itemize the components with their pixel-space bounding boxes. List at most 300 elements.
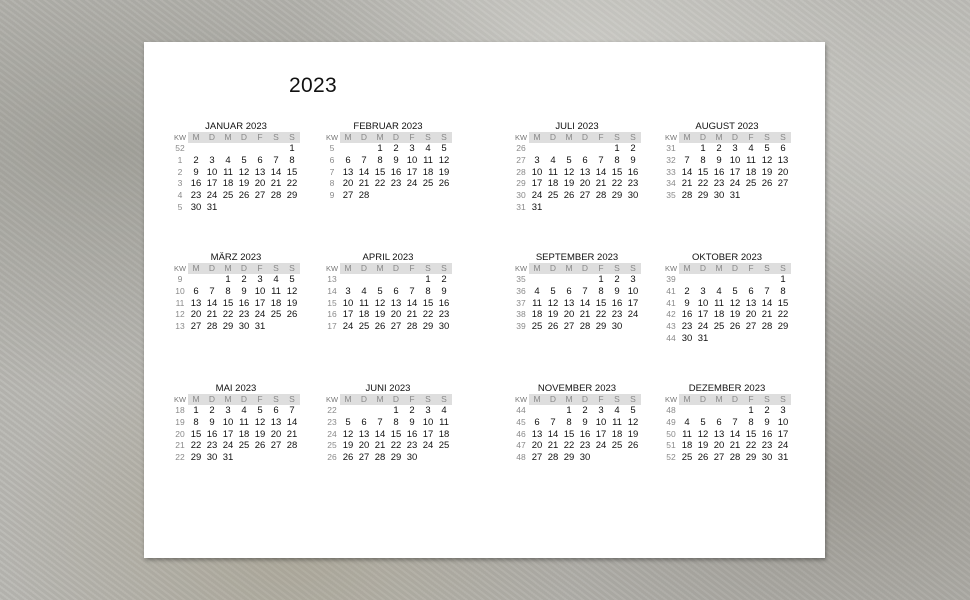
- day-cell: 25: [531, 321, 543, 333]
- kw-header: KW: [514, 395, 528, 404]
- day-cell: 29: [190, 452, 202, 464]
- weekday-label: D: [360, 394, 368, 404]
- day-cell: [284, 321, 300, 333]
- week-number: 33: [666, 166, 676, 177]
- month-block: [663, 383, 791, 464]
- day-cell: [268, 452, 284, 464]
- week-number: 51: [666, 440, 676, 451]
- week-row: [663, 286, 791, 298]
- day-cell: 28: [761, 321, 773, 333]
- day-cell: [545, 143, 561, 155]
- weekday-label: S: [614, 394, 620, 404]
- kw-header: KW: [325, 264, 339, 273]
- day-cell: 26: [438, 178, 450, 190]
- week-row: [513, 167, 641, 179]
- weekday-label: S: [630, 263, 636, 273]
- day-cell: 5: [700, 416, 706, 428]
- week-row: [513, 274, 641, 286]
- day-cell: 16: [761, 428, 773, 440]
- day-cell: 12: [729, 297, 741, 309]
- weekday-label: M: [683, 394, 691, 404]
- week-row: [324, 190, 452, 202]
- day-cell: 30: [681, 332, 693, 344]
- day-cell: 9: [630, 154, 636, 166]
- week-number: 49: [666, 416, 676, 427]
- weekday-label: M: [533, 132, 541, 142]
- day-cell: 22: [286, 178, 298, 190]
- week-row: [324, 143, 452, 155]
- week-number: 7: [329, 166, 335, 177]
- week-number: 22: [175, 452, 185, 463]
- day-cell: 18: [713, 309, 725, 321]
- day-cell: 17: [627, 297, 639, 309]
- day-cell: 28: [579, 321, 591, 333]
- day-cell: 9: [393, 154, 399, 166]
- day-cell: 12: [286, 285, 298, 297]
- day-cell: 10: [595, 416, 607, 428]
- day-cell: [625, 202, 641, 214]
- day-cell: 1: [598, 274, 604, 285]
- day-cell: 12: [254, 416, 266, 428]
- day-cell: 20: [270, 428, 282, 440]
- day-cell: 11: [423, 154, 433, 166]
- day-cell: [252, 452, 268, 464]
- week-number: 3: [177, 178, 183, 189]
- day-cell: 3: [630, 274, 636, 285]
- day-cell: [711, 405, 727, 417]
- day-cell: 30: [238, 321, 250, 333]
- day-cell: [188, 143, 204, 155]
- day-cell: 8: [748, 416, 754, 428]
- day-cell: [561, 143, 577, 155]
- week-number: 20: [175, 428, 185, 439]
- day-cell: 7: [361, 154, 367, 166]
- weekday-label: S: [289, 263, 295, 273]
- day-cell: 11: [532, 297, 542, 309]
- day-cell: 26: [254, 440, 266, 452]
- day-cell: 13: [190, 297, 202, 309]
- day-cell: 22: [190, 440, 202, 452]
- day-cell: 11: [271, 285, 281, 297]
- day-cell: 22: [745, 440, 757, 452]
- day-cell: [372, 190, 388, 202]
- day-cell: 25: [422, 178, 434, 190]
- week-row: [513, 429, 641, 441]
- day-cell: 28: [270, 190, 282, 202]
- day-cell: 6: [716, 416, 722, 428]
- week-number: 39: [516, 321, 526, 332]
- day-cell: 22: [222, 309, 234, 321]
- day-cell: 22: [595, 309, 607, 321]
- week-number: 15: [327, 297, 337, 308]
- day-cell: 24: [206, 190, 218, 202]
- day-cell: [577, 202, 593, 214]
- weekday-label: M: [344, 132, 352, 142]
- week-row: [324, 298, 452, 310]
- week-number: 29: [516, 178, 526, 189]
- day-cell: 17: [222, 428, 234, 440]
- day-cell: [252, 143, 268, 155]
- weekday-label: M: [224, 132, 232, 142]
- week-row: [513, 405, 641, 417]
- day-cell: 13: [270, 416, 282, 428]
- day-cell: 19: [238, 178, 250, 190]
- day-cell: 9: [441, 285, 447, 297]
- day-cell: [529, 405, 545, 417]
- day-cell: 12: [342, 428, 354, 440]
- day-cell: 14: [270, 166, 282, 178]
- month-title: JULI 2023: [555, 121, 599, 132]
- week-row: [172, 298, 300, 310]
- day-cell: 6: [193, 285, 199, 297]
- day-cell: [743, 333, 759, 345]
- day-cell: 10: [531, 166, 543, 178]
- day-cell: 2: [209, 405, 215, 416]
- day-cell: 20: [713, 440, 725, 452]
- week-row: [324, 286, 452, 298]
- week-row: [663, 405, 791, 417]
- week-row: [172, 178, 300, 190]
- day-cell: 18: [611, 428, 623, 440]
- weekday-header: [663, 132, 791, 143]
- month-block: [663, 252, 791, 345]
- day-cell: 7: [209, 285, 215, 297]
- day-cell: 4: [614, 405, 620, 416]
- day-cell: 28: [374, 452, 386, 464]
- day-cell: 4: [550, 154, 556, 166]
- weekday-label: M: [192, 394, 200, 404]
- day-cell: 28: [547, 452, 559, 464]
- day-cell: 5: [241, 154, 247, 166]
- day-cell: 15: [422, 297, 434, 309]
- day-cell: 7: [598, 154, 604, 166]
- weekday-header: [172, 394, 300, 405]
- day-cell: 16: [681, 309, 693, 321]
- day-cell: 21: [286, 428, 298, 440]
- weekday-label: M: [192, 132, 200, 142]
- day-cell: 3: [780, 405, 786, 416]
- day-cell: 23: [438, 309, 450, 321]
- week-row: [663, 274, 791, 286]
- day-cell: 26: [547, 321, 559, 333]
- week-row: [513, 286, 641, 298]
- day-cell: 5: [764, 143, 770, 154]
- week-row: [324, 274, 452, 286]
- day-cell: 7: [684, 154, 690, 166]
- weekday-label: M: [715, 263, 723, 273]
- day-cell: 13: [579, 166, 591, 178]
- day-cell: [284, 452, 300, 464]
- day-cell: 4: [225, 154, 231, 166]
- day-cell: 26: [761, 178, 773, 190]
- weekday-label: D: [208, 394, 216, 404]
- day-cell: 23: [681, 321, 693, 333]
- week-number: 34: [666, 178, 676, 189]
- week-row: [172, 405, 300, 417]
- day-cell: 28: [595, 190, 607, 202]
- day-cell: 3: [732, 143, 738, 154]
- weekday-label: M: [376, 132, 384, 142]
- day-cell: 12: [438, 154, 450, 166]
- day-cell: 4: [441, 405, 447, 416]
- day-cell: 27: [254, 190, 266, 202]
- day-cell: 7: [550, 416, 556, 428]
- weekday-label: M: [565, 394, 573, 404]
- day-cell: 31: [729, 190, 741, 202]
- day-cell: 25: [222, 190, 234, 202]
- day-cell: 10: [627, 285, 639, 297]
- kw-header: KW: [664, 395, 678, 404]
- day-cell: 11: [682, 428, 692, 440]
- week-number: 2: [177, 166, 183, 177]
- day-cell: 30: [579, 452, 591, 464]
- day-cell: [625, 321, 641, 333]
- day-cell: 1: [393, 405, 399, 416]
- day-cell: 1: [377, 143, 383, 154]
- week-row: [663, 440, 791, 452]
- day-cell: 29: [563, 452, 575, 464]
- week-number: 44: [516, 405, 526, 415]
- weekday-label: D: [731, 394, 739, 404]
- day-cell: 16: [238, 297, 250, 309]
- day-cell: 20: [531, 440, 543, 452]
- day-cell: 6: [393, 285, 399, 297]
- week-number: 42: [666, 309, 676, 320]
- day-cell: 14: [595, 166, 607, 178]
- day-cell: 15: [390, 428, 402, 440]
- day-cell: [775, 333, 791, 345]
- day-cell: 14: [206, 297, 218, 309]
- day-cell: [268, 321, 284, 333]
- week-number: 26: [516, 143, 526, 153]
- weekday-label: D: [360, 263, 368, 273]
- weekday-label: D: [392, 132, 400, 142]
- week-number: 52: [175, 143, 185, 153]
- day-cell: 27: [713, 452, 725, 464]
- week-row: [663, 309, 791, 321]
- day-cell: [727, 274, 743, 286]
- weekday-label: S: [289, 132, 295, 142]
- day-cell: 25: [270, 309, 282, 321]
- weekday-label: M: [376, 394, 384, 404]
- day-cell: [561, 274, 577, 286]
- weekday-label: M: [344, 263, 352, 273]
- day-cell: [236, 202, 252, 214]
- week-number: 48: [666, 405, 676, 415]
- day-cell: 4: [684, 416, 690, 428]
- day-cell: 22: [563, 440, 575, 452]
- day-cell: 22: [697, 178, 709, 190]
- day-cell: 28: [406, 321, 418, 333]
- weekday-label: S: [764, 263, 770, 273]
- day-cell: 14: [406, 297, 418, 309]
- day-cell: 7: [582, 285, 588, 297]
- day-cell: 31: [222, 452, 234, 464]
- day-cell: 29: [611, 190, 623, 202]
- day-cell: 30: [627, 190, 639, 202]
- day-cell: 20: [358, 440, 370, 452]
- day-cell: 21: [270, 178, 282, 190]
- day-cell: [188, 274, 204, 286]
- day-cell: [436, 190, 452, 202]
- day-cell: 23: [238, 309, 250, 321]
- week-number: 31: [666, 143, 676, 153]
- day-cell: [545, 274, 561, 286]
- day-cell: 6: [780, 143, 786, 154]
- day-cell: [727, 333, 743, 345]
- day-cell: [759, 274, 775, 286]
- day-cell: 28: [681, 190, 693, 202]
- day-cell: 27: [190, 321, 202, 333]
- day-cell: 29: [422, 321, 434, 333]
- kw-header: KW: [173, 133, 187, 142]
- day-cell: 21: [547, 440, 559, 452]
- week-number: 8: [329, 178, 335, 189]
- day-cell: 13: [777, 154, 789, 166]
- weekday-label: D: [549, 394, 557, 404]
- day-cell: 3: [409, 143, 415, 154]
- day-cell: 29: [222, 321, 234, 333]
- day-cell: 19: [729, 309, 741, 321]
- week-number: 11: [175, 297, 185, 308]
- week-row: [513, 190, 641, 202]
- day-cell: [679, 405, 695, 417]
- weekday-label: M: [533, 394, 541, 404]
- day-cell: 13: [563, 297, 575, 309]
- weekday-label: S: [273, 394, 279, 404]
- weekday-label: F: [598, 263, 604, 273]
- day-cell: 19: [627, 428, 639, 440]
- day-cell: 23: [713, 178, 725, 190]
- day-cell: 19: [342, 440, 354, 452]
- day-cell: 9: [684, 297, 690, 309]
- day-cell: 18: [547, 178, 559, 190]
- kw-header: KW: [664, 133, 678, 142]
- day-cell: 6: [566, 285, 572, 297]
- day-cell: 17: [697, 309, 709, 321]
- day-cell: 21: [579, 309, 591, 321]
- day-cell: 11: [239, 416, 249, 428]
- week-row: [663, 190, 791, 202]
- kw-header: KW: [173, 264, 187, 273]
- weekday-label: D: [240, 132, 248, 142]
- day-cell: [268, 202, 284, 214]
- week-number: 16: [327, 309, 337, 320]
- day-cell: [340, 143, 356, 155]
- day-cell: 13: [342, 166, 354, 178]
- day-cell: 20: [390, 309, 402, 321]
- day-cell: 2: [716, 143, 722, 154]
- day-cell: 8: [598, 285, 604, 297]
- day-cell: 22: [611, 178, 623, 190]
- day-cell: 15: [563, 428, 575, 440]
- day-cell: 22: [777, 309, 789, 321]
- week-number: 35: [516, 274, 526, 284]
- day-cell: 18: [222, 178, 234, 190]
- day-cell: 11: [612, 416, 622, 428]
- day-cell: [743, 190, 759, 202]
- month-title: SEPTEMBER 2023: [535, 252, 619, 263]
- day-cell: 1: [425, 274, 431, 285]
- day-cell: 16: [611, 297, 623, 309]
- day-cell: 5: [550, 285, 556, 297]
- month-title: DEZEMBER 2023: [688, 383, 766, 394]
- weekday-header: [324, 263, 452, 274]
- day-cell: [268, 143, 284, 155]
- day-cell: 18: [531, 309, 543, 321]
- week-number: 41: [666, 285, 676, 296]
- day-cell: [593, 143, 609, 155]
- month-block: [324, 383, 452, 464]
- week-number: 21: [175, 440, 185, 451]
- day-cell: 22: [422, 309, 434, 321]
- weekday-label: M: [376, 263, 384, 273]
- week-number: 13: [327, 274, 337, 284]
- day-cell: 14: [286, 416, 298, 428]
- day-cell: 30: [611, 321, 623, 333]
- day-cell: [711, 274, 727, 286]
- day-cell: 6: [273, 405, 279, 416]
- day-cell: 9: [716, 154, 722, 166]
- week-row: [172, 417, 300, 429]
- day-cell: 13: [713, 428, 725, 440]
- weekday-label: S: [273, 263, 279, 273]
- day-cell: [220, 202, 236, 214]
- day-cell: 24: [342, 321, 354, 333]
- day-cell: 25: [713, 321, 725, 333]
- weekday-label: F: [257, 394, 263, 404]
- day-cell: 10: [254, 285, 266, 297]
- day-cell: 3: [209, 154, 215, 166]
- day-cell: 18: [681, 440, 693, 452]
- day-cell: 19: [563, 178, 575, 190]
- week-number: 44: [666, 332, 676, 343]
- month-title: AUGUST 2023: [695, 121, 759, 132]
- weekday-label: S: [441, 263, 447, 273]
- weekday-label: S: [425, 132, 431, 142]
- weekday-label: S: [273, 132, 279, 142]
- day-cell: 10: [342, 297, 354, 309]
- week-number: 25: [327, 440, 337, 451]
- day-cell: 4: [241, 405, 247, 416]
- weekday-header: [663, 394, 791, 405]
- day-cell: 24: [777, 440, 789, 452]
- day-cell: 12: [374, 297, 386, 309]
- weekday-label: S: [441, 132, 447, 142]
- day-cell: 2: [614, 274, 620, 285]
- day-cell: 11: [223, 166, 233, 178]
- day-cell: 7: [409, 285, 415, 297]
- weekday-label: D: [581, 394, 589, 404]
- day-cell: 17: [595, 428, 607, 440]
- day-cell: 3: [598, 405, 604, 416]
- day-cell: 3: [225, 405, 231, 416]
- day-cell: 20: [579, 178, 591, 190]
- day-cell: [695, 405, 711, 417]
- weekday-label: S: [764, 394, 770, 404]
- day-cell: 8: [614, 154, 620, 166]
- day-cell: 29: [777, 321, 789, 333]
- weekday-label: F: [409, 132, 415, 142]
- week-number: 9: [329, 190, 335, 201]
- weekday-label: D: [240, 263, 248, 273]
- day-cell: 26: [729, 321, 741, 333]
- week-row: [324, 178, 452, 190]
- day-cell: 30: [206, 452, 218, 464]
- week-number: 13: [175, 321, 185, 332]
- week-row: [513, 155, 641, 167]
- day-cell: 18: [422, 166, 434, 178]
